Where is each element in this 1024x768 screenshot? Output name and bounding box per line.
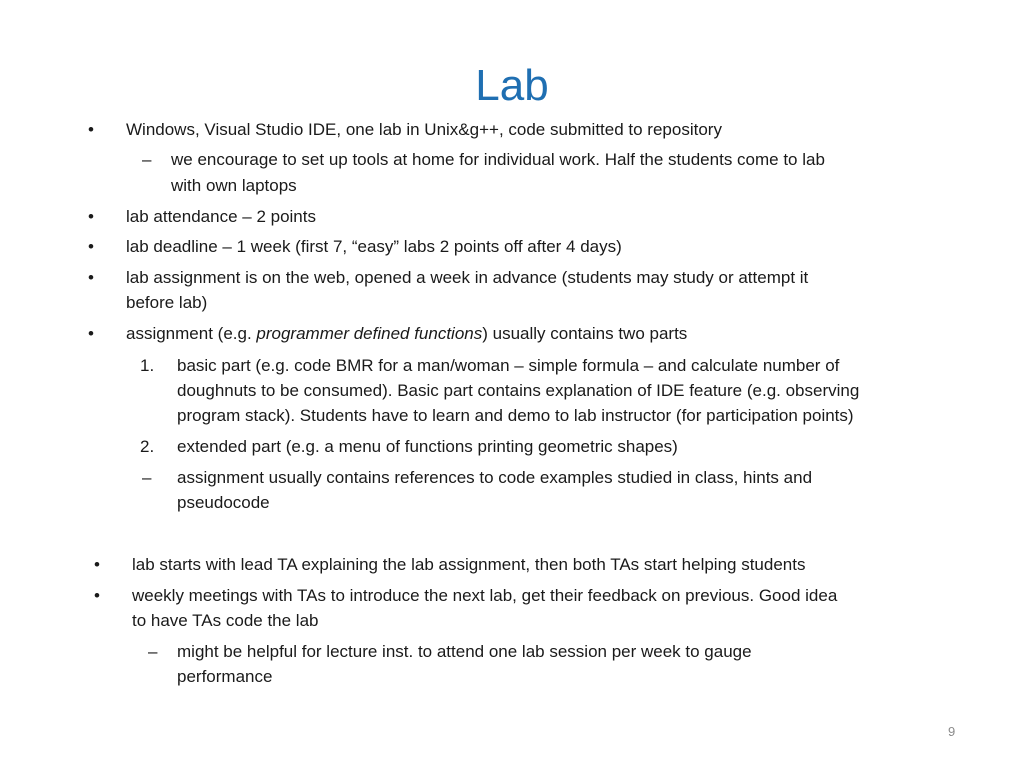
bullet-text-line: weekly meetings with TAs to introduce the next lab, get their feedback on previous. Good idea [132,586,838,605]
bullet-marker: • [94,586,100,605]
bullet-text-line: before lab) [126,293,208,312]
sub-bullet-marker: – [148,642,158,661]
sub-bullet-text-line: with own laptops [171,176,297,195]
bullet-text: lab starts with lead TA explaining the lab assignment, then both TAs start helping students [132,555,806,574]
bullet-marker: • [88,268,94,287]
bullet-text-after: ) usually contains two parts [482,324,688,343]
numbered-text: extended part (e.g. a menu of functions printing geometric shapes) [177,437,678,456]
slide-title: Lab [475,61,549,110]
bullet-marker: • [94,555,100,574]
bullet-text-italic: programmer defined functions [256,324,483,343]
bullet-text-line: to have TAs code the lab [132,611,319,630]
bullet-text: lab deadline – 1 week (first 7, “easy” labs 2 points off after 4 days) [126,237,622,256]
bullet-text: Windows, Visual Studio IDE, one lab in Unix&g++, code submitted to repository [126,120,722,139]
sub-bullet-marker: – [142,468,152,487]
page-number: 9 [948,724,956,739]
bullet-text-before: assignment (e.g. [126,324,257,343]
sub-bullet-marker: – [142,150,152,169]
bullet-text [126,321,687,347]
sub-bullet-text-line: performance [177,667,273,686]
numbered-marker: 2. [140,437,155,456]
sub-bullet-text-line: pseudocode [177,493,270,512]
bullet-text-line: lab assignment is on the web, opened a week in advance (students may study or attempt it [126,268,809,287]
sub-bullet-text-line: we encourage to set up tools at home for individual work. Half the students come to lab [171,150,825,169]
numbered-text-line: program stack). Students have to learn and demo to lab instructor (for participation points) [177,406,854,425]
sub-bullet-text-line: might be helpful for lecture inst. to attend one lab session per week to gauge [177,642,752,661]
bullet-text: lab attendance – 2 points [126,207,316,226]
bullet-marker: • [88,207,94,226]
bullet-marker: • [88,237,94,256]
bullet-marker: • [88,324,94,343]
numbered-text-line: basic part (e.g. code BMR for a man/woman – simple formula – and calculate number of [177,356,840,375]
sub-bullet-text-line: assignment usually contains references to code examples studied in class, hints and [177,468,813,487]
numbered-marker: 1. [140,356,155,375]
bullet-marker: • [88,120,94,139]
numbered-text-line: doughnuts to be consumed). Basic part contains explanation of IDE feature (e.g. observing [177,381,860,400]
